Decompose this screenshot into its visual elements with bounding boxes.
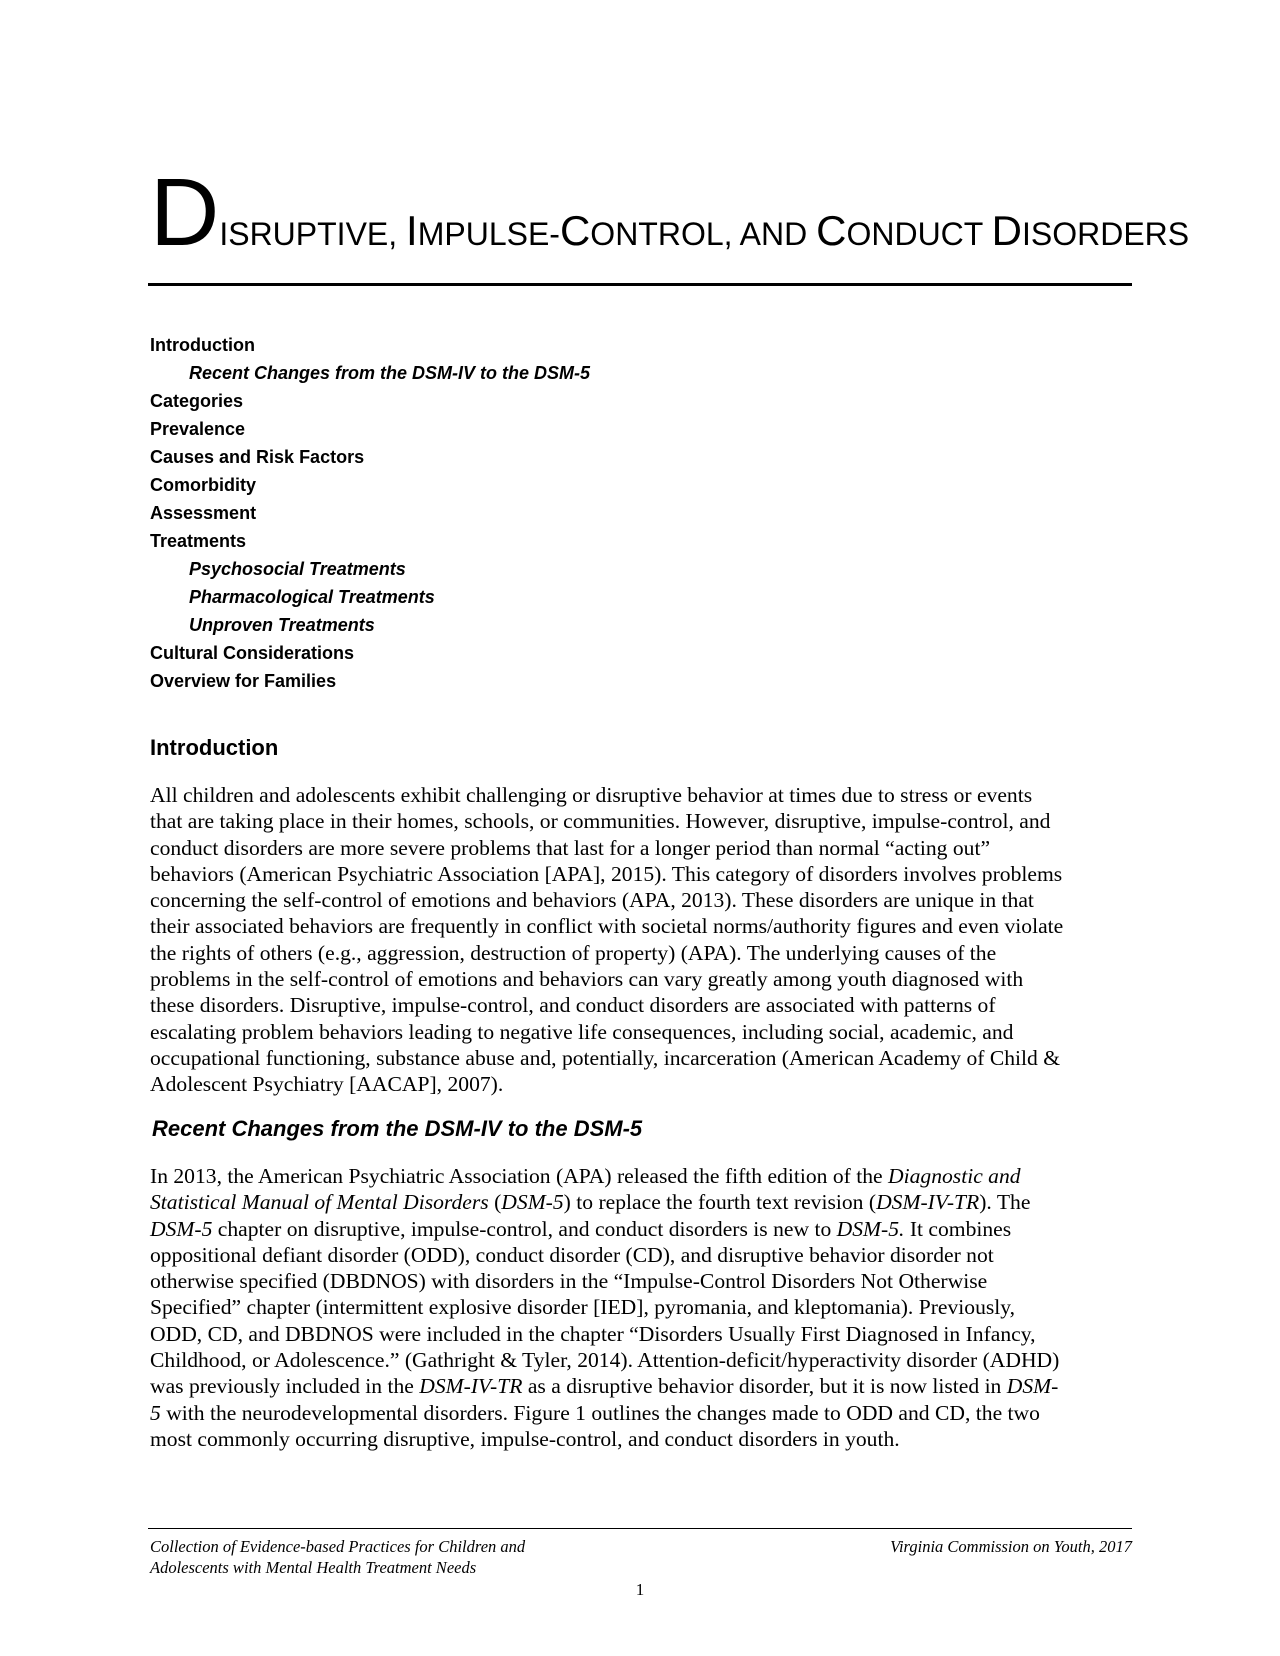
paragraph-line: Statistical Manual of Mental Disorders (DSM-5) to replace the fourth text revision (DSM-IV-TR). The [150,1190,1031,1215]
paragraph-line: these disorders. Disruptive, impulse-control, and conduct disorders are associated with patterns of [150,993,996,1018]
section-heading-recent-changes: Recent Changes from the DSM-IV to the DSM-5 [152,1116,643,1141]
paragraph-line: concerning the self-control of emotions and behaviors (APA, 2013). These disorders are unique in that [150,888,1034,913]
paragraph-line: Childhood, or Adolescence.” (Gathright & Tyler, 2014). Attention-deficit/hyperactivity disorder (ADHD) [150,1348,1060,1373]
title-drop-cap: D [150,159,220,266]
title-text: ISRUPTIVE, [219,216,407,252]
toc-item-treatments[interactable]: Treatments [150,531,247,551]
title-text: ONTROL, AND [590,216,817,252]
paragraph-line: their associated behaviors are frequently in conflict with societal norms/authority figures and even violate [150,914,1064,939]
footer-divider [148,1528,1132,1529]
toc-item-pharmacological[interactable]: Pharmacological Treatments [189,587,435,607]
introduction-paragraph [150,782,1136,1098]
toc-item-introduction[interactable]: Introduction [150,335,255,355]
paragraph-line: Adolescent Psychiatry [AACAP], 2007). [150,1072,504,1097]
paragraph-line: ODD, CD, and DBDNOS were included in the chapter “Disorders Usually First Diagnosed in Infancy, [150,1321,1036,1346]
paragraph-line: most commonly occurring disruptive, impulse-control, and conduct disorders in youth. [150,1426,900,1451]
table-of-contents [150,331,1050,695]
footer-text: Adolescents with Mental Health Treatment Needs [150,1558,477,1577]
paragraph-line: was previously included in the DSM-IV-TR as a disruptive behavior disorder, but it is now listed in DSM- [150,1374,1059,1399]
chapter-title [150,159,1190,266]
toc-item-overview[interactable]: Overview for Families [150,671,337,691]
paragraph-line: All children and adolescents exhibit challenging or disruptive behavior at times due to stress or events [150,783,1033,807]
paragraph-line: 5 with the neurodevelopmental disorders. Figure 1 outlines the changes made to ODD and CD, the two [150,1400,1040,1425]
paragraph-line: problems in the self-control of emotions and behaviors can vary greatly among youth diagnosed with [150,967,1024,992]
toc-item-recent-changes[interactable]: Recent Changes from the DSM-IV to the DSM-5 [189,363,591,383]
toc-item-prevalence[interactable]: Prevalence [150,419,246,439]
section-heading-introduction: Introduction [150,735,279,760]
paragraph-line: In 2013, the American Psychiatric Association (APA) released the fifth edition of the Diagnostic and [150,1164,1021,1188]
title-text: ONDUCT [846,216,992,252]
paragraph-line: conduct disorders are more severe problems that last for a longer period than normal “acting out” [150,835,991,860]
toc-item-categories[interactable]: Categories [150,391,244,411]
title-text: I [406,207,418,254]
toc-item-cultural[interactable]: Cultural Considerations [150,643,355,663]
title-divider [148,283,1132,286]
paragraph-line: behaviors (American Psychiatric Association [APA], 2015). This category of disorders involves problems [150,861,1063,886]
title-text: C [559,207,591,254]
footer-publisher: Virginia Commission on Youth, 2017 [890,1537,1132,1556]
title-text: D [991,207,1022,254]
toc-item-causes[interactable]: Causes and Risk Factors [150,447,365,467]
paragraph-line: the rights of others (e.g., aggression, destruction of property) (APA). The underlying causes of the [150,940,997,965]
toc-item-unproven[interactable]: Unproven Treatments [189,615,375,635]
paragraph-line: that are taking place in their homes, schools, or communities. However, disruptive, impulse-control, and [150,809,1051,834]
recent-changes-paragraph [150,1163,1136,1452]
paragraph-line: otherwise specified (DBDNOS) with disorders in the “Impulse-Control Disorders Not Otherwise [150,1269,988,1294]
title-text: MPULSE- [417,216,560,252]
toc-item-psychosocial[interactable]: Psychosocial Treatments [189,559,406,579]
title-text: C [816,207,847,254]
footer-collection-title [150,1536,525,1578]
footer-text: Collection of Evidence-based Practices for Children and [150,1537,526,1556]
paragraph-line: Specified” chapter (intermittent explosive disorder [IED], pyromania, and kleptomania). Previously, [150,1295,1016,1320]
page-number: 1 [635,1580,645,1599]
toc-item-comorbidity[interactable]: Comorbidity [150,475,256,495]
paragraph-line: DSM-5 chapter on disruptive, impulse-control, and conduct disorders is new to DSM-5. It combines [150,1216,1012,1241]
paragraph-line: oppositional defiant disorder (ODD), conduct disorder (CD), and disruptive behavior disorder not [150,1242,994,1267]
paragraph-line: occupational functioning, substance abuse and, potentially, incarceration (American Academy of Child & [150,1045,1061,1070]
paragraph-line: escalating problem behaviors leading to negative life consequences, including social, academic, and [150,1019,1014,1044]
title-text: ISORDERS [1021,216,1190,252]
toc-item-assessment[interactable]: Assessment [150,503,257,523]
